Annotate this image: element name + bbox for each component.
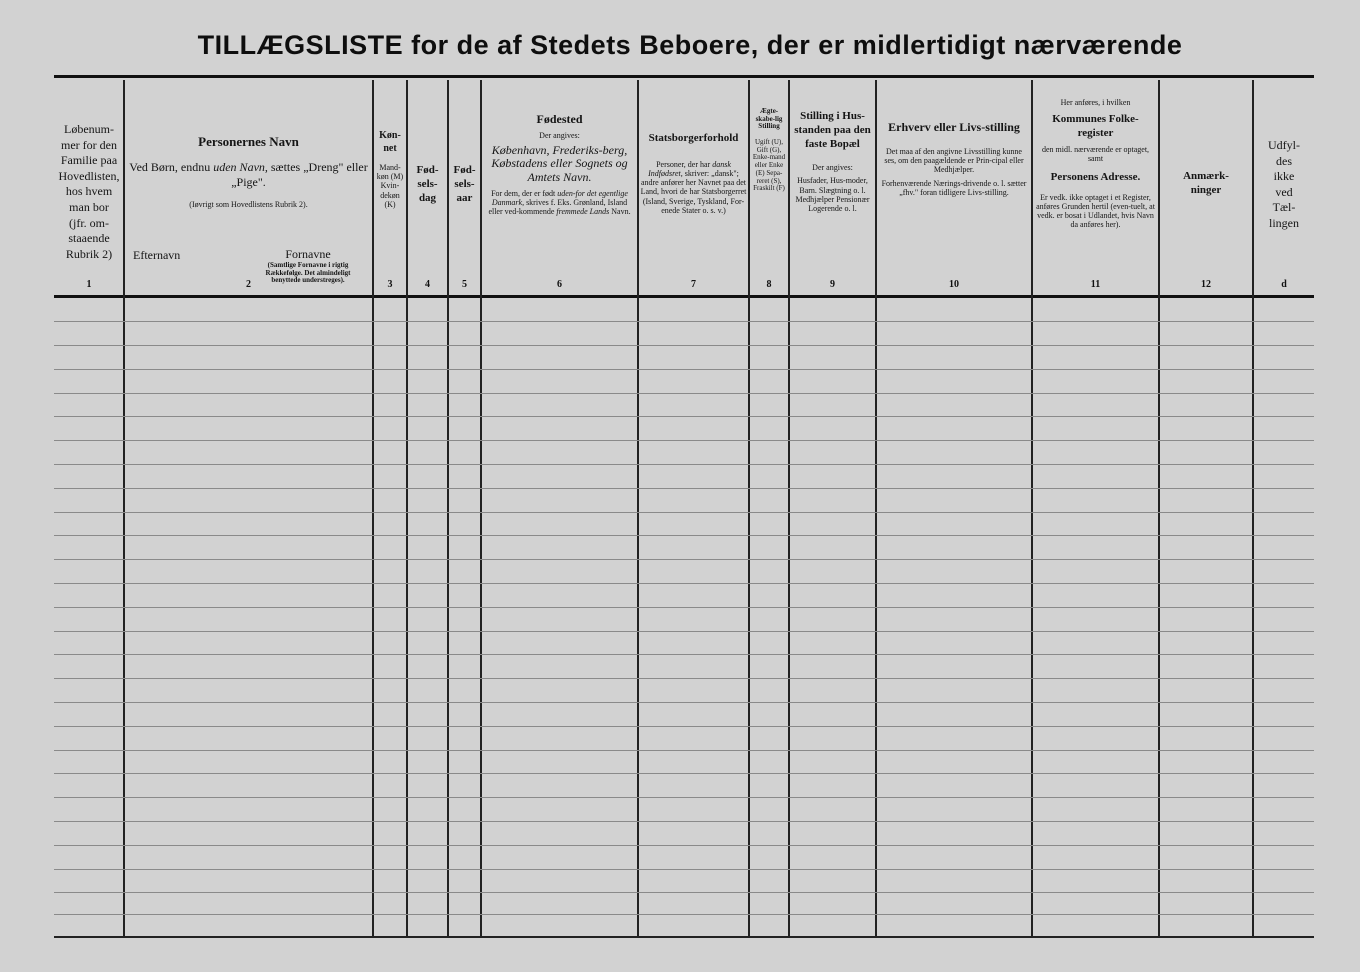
row-line [54, 559, 1314, 560]
column-2-header [125, 134, 372, 209]
column-divider [1158, 80, 1160, 937]
column-number: 1 [86, 279, 92, 290]
row-line [54, 321, 1314, 322]
column-divider [447, 80, 449, 937]
column-number: 12 [1201, 279, 1211, 290]
row-line [54, 892, 1314, 893]
col2-text: Ved Børn, endnu [129, 160, 211, 175]
column-6-header [482, 112, 637, 216]
column-1-header [54, 122, 124, 262]
column-9-header [790, 110, 875, 213]
row-line [54, 440, 1314, 441]
col1-line: Løbenum- [64, 122, 114, 136]
row-line [54, 869, 1314, 870]
column-divider [875, 80, 877, 937]
col6-text-italic: uden-for det egentlige Danmark, [491, 188, 628, 207]
col6-sub: Der angives: [539, 131, 580, 140]
col8-heading: Ægte-skabe-lig Stilling [755, 107, 783, 131]
row-line [54, 654, 1314, 655]
row-line [54, 845, 1314, 846]
col2-fornavne: Fornavne [285, 247, 331, 261]
col7-text: Personer, der har [656, 159, 711, 169]
column-number: 2 [246, 279, 251, 290]
col6-places: København, Frederiks-berg, Købstadens eller Sognets og Amtets Navn. [491, 143, 628, 184]
col6-text: For dem, der er født [491, 188, 556, 198]
column-divider [406, 80, 408, 937]
column-number: 7 [691, 279, 696, 290]
col1-line: Hovedlisten, [58, 168, 120, 183]
column-4-header: Fød-sels-dag [416, 164, 439, 204]
header-bottom-rule [54, 295, 1314, 298]
col11-pre: Her anføres, i hvilken [1060, 98, 1131, 107]
row-line [54, 345, 1314, 346]
cold-line: ikke [1273, 169, 1295, 184]
column-11-header [1033, 98, 1158, 230]
col9-text: Husfader, Hus-moder, Barn. Slægtning o. l. Medhjælper Pensionær Logerende o. l. [795, 176, 870, 213]
col10-text: Det maa af den angivne Livsstilling kunne ses, om den paagældende er Prin-cipal eller Medhjælper. [884, 147, 1024, 175]
column-number: 3 [387, 279, 393, 290]
col1-line: hos hvem [65, 184, 113, 199]
cold-line: ved [1275, 184, 1293, 199]
col7-heading: Statsborgerforhold [648, 132, 739, 144]
col2-text-italic: uden Navn, [213, 160, 268, 175]
col2-note: (Iøvrigt som Hovedlistens Rubrik 2). [189, 200, 308, 210]
col10-heading: Erhverv eller Livs-stilling [888, 120, 1020, 134]
col11-text: den midl. nærværende er optaget, samt [1041, 144, 1150, 163]
col1-line: man bor [69, 199, 109, 214]
row-line [54, 607, 1314, 608]
row-line [54, 535, 1314, 536]
col2-fornavne-note: (Samtlige Fornavne i rigtig Rækkefølge. Det almindeligt benyttede understreges). [265, 261, 351, 285]
column-8-header [750, 108, 788, 193]
row-line [54, 678, 1314, 679]
row-line [54, 393, 1314, 394]
row-line [54, 914, 1314, 915]
col2-text2: sættes „Dreng" eller „Pige". [231, 160, 368, 190]
col9-heading: Stilling i Hus-standen paa den faste Bopæl [794, 110, 871, 150]
cold-line: Tæl- [1272, 200, 1296, 215]
col3-heading: Køn-net [379, 130, 401, 154]
col9-sub: Der angives: [812, 163, 853, 173]
column-number: 11 [1090, 279, 1101, 290]
column-12-header: Anmærk-ninger [1183, 170, 1229, 196]
col11-heading2: Personens Adresse. [1050, 171, 1141, 184]
col7-text-italic: dansk Indfødsret, [648, 159, 731, 178]
col11-heading: Kommunes Folke-register [1052, 113, 1139, 139]
column-10-header [877, 120, 1031, 197]
col11-text2: Er vedk. ikke optaget i et Register, anføres Grunden hertil (even-tuelt, at vedk. er bosat i Udlandet, hvis Navn da anføres her). [1036, 192, 1155, 230]
col1-line: staaende [68, 231, 110, 246]
row-line [54, 702, 1314, 703]
column-3-header [374, 130, 406, 209]
row-line [54, 821, 1314, 822]
column-number: 4 [425, 279, 430, 290]
col7-text2: skriver: „dansk"; andre anfører her Navnet paa det Land, hvori de har Statsborgerret (Island, Sverige, Tyskland, For-enede Stater o. s. v.) [640, 168, 747, 215]
column-7-header [639, 132, 748, 215]
col2-heading: Personernes Navn [198, 134, 299, 149]
row-line [54, 512, 1314, 513]
row-line [54, 488, 1314, 489]
col6-text2-italic: fremmede Lands [556, 207, 610, 217]
row-line [54, 726, 1314, 727]
col1-line: Rubrik 2) [65, 246, 113, 261]
col6-heading: Fødested [536, 112, 583, 126]
column-number: 6 [557, 279, 562, 290]
form-title: TILLÆGSLISTE for de af Stedets Beboere, der er midlertidigt nærværende [197, 30, 1183, 60]
cold-line: Udfyl- [1268, 138, 1300, 152]
col8-text: Ugift (U), Gift (G), Enke-mand eller Enke (E) Sepa-reret (S), Fraskilt (F) [752, 138, 786, 193]
col1-line: mer for den [61, 137, 117, 152]
row-line [54, 631, 1314, 632]
row-line [54, 416, 1314, 417]
row-line [54, 797, 1314, 798]
col2-efternavn: Efternavn [133, 248, 181, 262]
column-5-header: Fød-sels-aar [453, 164, 476, 204]
column-number: 10 [949, 279, 959, 290]
col1-line: (jfr. om- [69, 215, 109, 230]
cold-line: lingen [1269, 215, 1299, 230]
column-number: 5 [462, 279, 467, 290]
column-d-header [1254, 138, 1314, 232]
col6-text2: skrives f. Eks. Grønland, Island eller ved-kommende [488, 197, 628, 217]
cold-line: des [1276, 153, 1292, 168]
row-line [54, 464, 1314, 465]
column-number: 9 [830, 279, 835, 290]
row-line [54, 583, 1314, 584]
row-line [54, 750, 1314, 751]
column-number: d [1281, 279, 1287, 290]
col3-text: Mand-køn (M) Kvin-dekøn (K) [376, 163, 404, 209]
row-line [54, 773, 1314, 774]
column-number: 8 [766, 279, 772, 290]
col1-line: Familie paa [60, 153, 118, 168]
bottom-rule [54, 936, 1314, 938]
column-divider [748, 80, 750, 937]
top-rule [54, 75, 1314, 78]
col10-text2: Forhenværende Nærings-drivende o. l. sætter „fhv." foran tidligere Livs-stilling. [881, 178, 1027, 197]
col6-text3: Navn. [611, 207, 631, 217]
row-line [54, 369, 1314, 370]
